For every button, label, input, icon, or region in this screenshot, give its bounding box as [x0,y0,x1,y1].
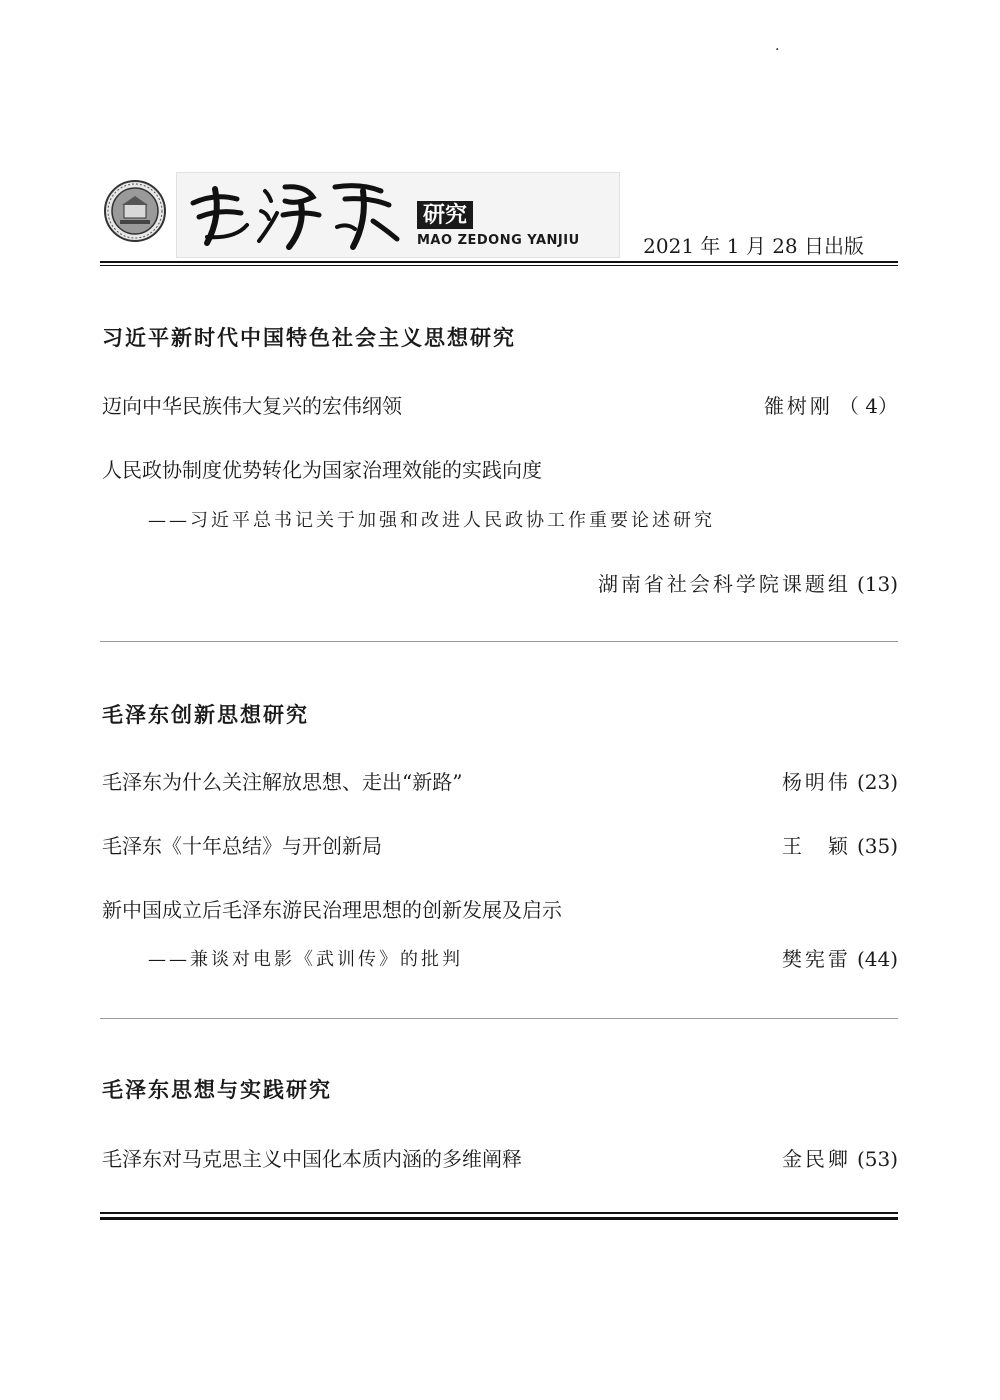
header-rule-thick [100,261,898,263]
page-number: (23) [856,770,898,794]
masthead [100,168,898,263]
toc-entry[interactable] [102,1143,898,1175]
logo-yanjiu-label: 研究 [417,201,473,229]
toc-entry[interactable] [102,766,898,798]
article-author: 金民卿 [781,1147,851,1171]
header-rule-thin [100,265,898,266]
section-divider [100,641,898,642]
toc-entry[interactable] [102,390,898,422]
article-subtitle: ——兼谈对电影《武训传》的批判 [148,949,463,970]
article-title: 毛泽东为什么关注解放思想、走出“新路” [102,770,463,794]
section-title: 习近平新时代中国特色社会主义思想研究 [102,326,516,350]
section-divider [100,1018,898,1019]
section-title: 毛泽东创新思想研究 [102,703,309,727]
toc-entry[interactable] [102,830,898,862]
article-title: 毛泽东《十年总结》与开创新局 [102,834,382,858]
article-title: 新中国成立后毛泽东游民治理思想的创新发展及启示 [102,898,562,922]
journal-logo [176,172,620,258]
issue-date: 2021 年 1 月 28 日出版 [643,234,864,258]
article-byline [598,568,898,597]
article-author: 杨明伟 [781,770,851,794]
article-author: 樊宪雷 [781,947,851,971]
toc-entry[interactable] [102,894,898,926]
page-number: (44) [856,947,898,971]
footer-rule-thick [100,1217,898,1220]
page-number: （ 4） [838,394,898,418]
page-number: (13) [856,572,898,596]
logo-english-name: MAO ZEDONG YANJIU [417,233,580,248]
logo-calligraphy [185,177,415,253]
footer-rule-thin [100,1212,898,1214]
article-subtitle: ——习近平总书记关于加强和改进人民政协工作重要论述研究 [148,510,715,531]
article-author: 湖南省社会科学院课题组 [597,572,851,596]
article-author: 雒树刚 [763,394,833,418]
article-byline [782,766,898,795]
section-title: 毛泽东思想与实践研究 [102,1078,332,1102]
corner-dot: . [775,38,780,54]
article-title: 迈向中华民族伟大复兴的宏伟纲领 [102,394,402,418]
article-author: 王 颖 [781,834,851,858]
article-title: 人民政协制度优势转化为国家治理效能的实践向度 [102,458,542,482]
article-byline [782,1143,898,1172]
article-title: 毛泽东对马克思主义中国化本质内涵的多维阐释 [102,1147,522,1171]
toc-entry-byline [102,568,898,600]
page-number: (35) [856,834,898,858]
page-number: (53) [856,1147,898,1171]
article-byline [782,830,898,859]
article-byline [782,943,898,972]
journal-emblem-icon [104,180,166,242]
article-byline [764,390,898,419]
toc-entry[interactable] [102,454,898,486]
